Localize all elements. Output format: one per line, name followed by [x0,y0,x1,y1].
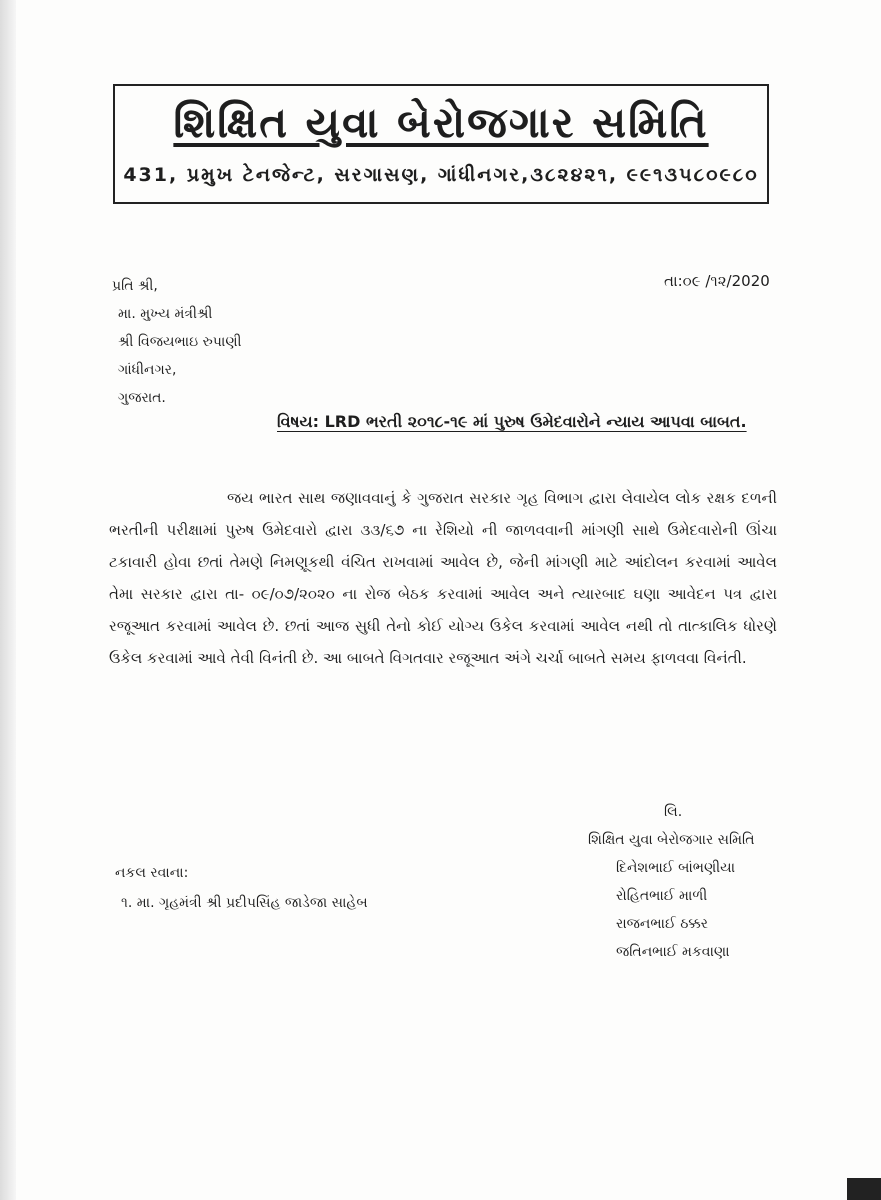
copy-to-block [115,858,368,918]
recipient-name: શ્રી વિજયભાઇ રુપાણી [118,334,242,350]
signature-org: શિક્ષિત યુવા બેરોજગાર સમિતિ [588,832,755,848]
recipient-block [112,272,242,412]
signatory-name: રાજનભાઈ ઠક્કર [616,916,708,932]
recipient-salutation: પ્રતિ શ્રી, [112,278,158,294]
scan-corner-mark [847,1178,881,1200]
copy-to-label: નકલ રવાના: [115,865,189,881]
copy-to-item: ૧. મા. ગૃહમંત્રી શ્રી પ્રદીપસિંહ જાડેજા સાહેબ [121,895,368,911]
letter-date: તા:૦૯ /૧૨/2020 [664,272,770,290]
recipient-city: ગાંધીનગર, [118,362,177,378]
letterhead-address: 431, પ્રમુખ ટેનજેન્ટ, સરગાસણ, ગાંધીનગર,૩૮૨૪૨૧, ૯૯૧૩૫૮૦૯૮૦ [123,164,759,186]
signature-li: લિ. [664,804,683,820]
letterhead-box [113,84,769,204]
letterhead-org-name: શિક્ષિત યુવા બેરોજગાર સમિતિ [173,98,709,147]
recipient-state: ગુજરાત. [118,390,166,406]
letter-body-text: જય ભારત સાથ જણાવવાનું કે ગુજરાત સરકાર ગૃહ વિભાગ દ્વારા લેવાયેલ લોક રક્ષક દળની ભરતીની પરીક્ષામાં પુરુષ ઉમેદવારો દ્વારા ૩૩/૬૭ ના રેશિયો ની જાળવવાની માંગણી સાથે ઉમેદવારોની ઊંચા ટકાવારી હોવા છતાં તેમણે નિમણૂકથી વંચિત રાખવામાં આવેલ છે, જેની માંગણી માટે આંદોલન કરવામાં આવેલ તેમા સરકાર દ્વારા તા- ૦૯/૦૭/૨૦૨૦ ના રોજ બેઠક કરવામાં આવેલ અને ત્યારબાદ ઘણા આવેદન પત્ર દ્વારા રજૂઆત કરવામાં આવેલ છે. છતાં આજ સુધી તેનો કોઈ યોગ્ય ઉકેલ કરવામાં આવેલ નથી તો તાત્કાલિક ધોરણે ઉકેલ કરવામાં આવે તેવી વિનંતી છે. આ બાબતે વિગતવાર રજૂઆત અંગે ચર્ચા બાબતે સમય ફાળવવા વિનંતી. [109,489,777,667]
signature-block [588,798,754,966]
signatory-name: દિનેશભાઈ બાંભણીયા [616,860,736,876]
recipient-title: મા. મુખ્ય મંત્રીશ્રી [118,306,213,322]
signatory-name: રોહિતભાઈ માળી [616,888,708,904]
scan-edge-shadow [0,0,16,1200]
letter-body-paragraph [109,482,777,674]
letter-subject: વિષય: LRD ભરતી ૨૦૧૮-૧૯ માં પુરુષ ઉમેદવારોને ન્યાય આપવા બાબત. [277,412,747,431]
signatory-name: જતિનભાઈ મકવાણા [616,944,730,960]
